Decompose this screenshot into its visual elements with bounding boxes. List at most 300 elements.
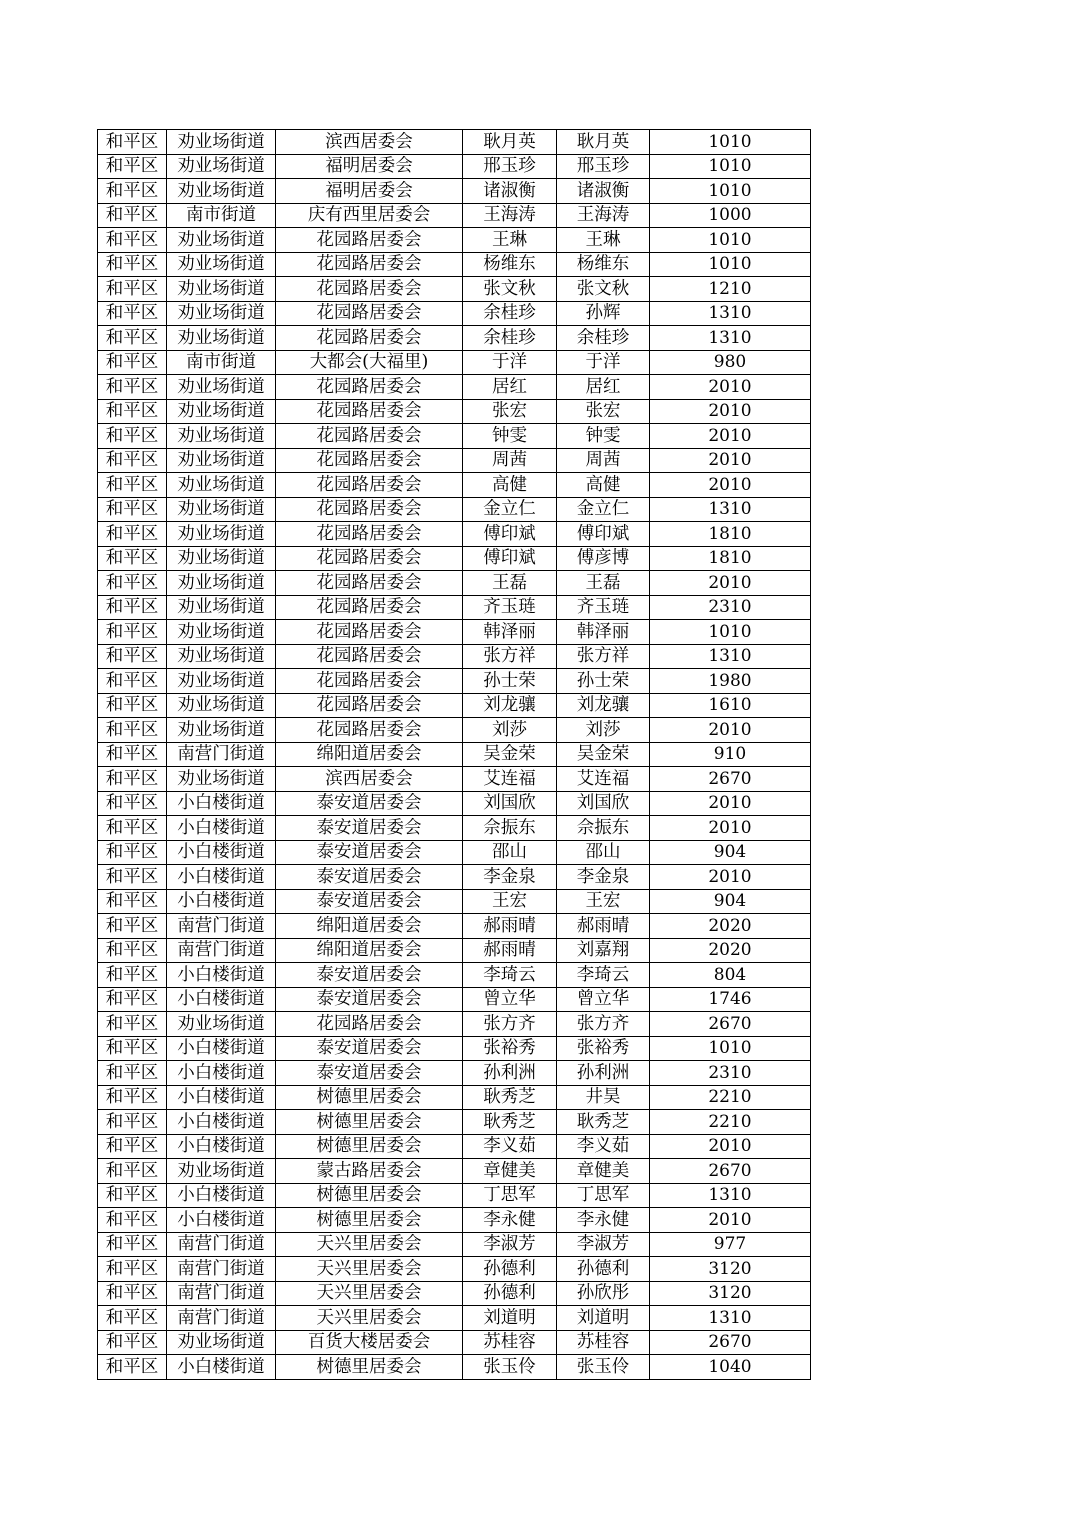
amount-cell: 1310 [650, 1183, 811, 1208]
table-row [98, 718, 811, 743]
table-row [98, 938, 811, 963]
street-cell: 劝业场街道 [167, 718, 276, 743]
committee-cell: 花园路居委会 [276, 644, 463, 669]
committee-cell: 绵阳道居委会 [276, 742, 463, 767]
table-row [98, 914, 811, 939]
amount-cell: 1310 [650, 497, 811, 522]
recipient-cell: 丁思军 [557, 1183, 650, 1208]
name-cell: 郝雨晴 [463, 938, 557, 963]
table-row [98, 1134, 811, 1159]
name-cell: 王海涛 [463, 203, 557, 228]
street-cell: 劝业场街道 [167, 179, 276, 204]
committee-cell: 泰安道居委会 [276, 987, 463, 1012]
amount-cell: 1746 [650, 987, 811, 1012]
committee-cell: 树德里居委会 [276, 1085, 463, 1110]
table-row [98, 473, 811, 498]
committee-cell: 福明居委会 [276, 179, 463, 204]
committee-cell: 花园路居委会 [276, 424, 463, 449]
street-cell: 劝业场街道 [167, 1159, 276, 1184]
committee-cell: 花园路居委会 [276, 693, 463, 718]
table-row [98, 595, 811, 620]
name-cell: 邵山 [463, 840, 557, 865]
committee-cell: 树德里居委会 [276, 1355, 463, 1380]
district-cell: 和平区 [98, 1330, 167, 1355]
name-cell: 郝雨晴 [463, 914, 557, 939]
amount-cell: 904 [650, 840, 811, 865]
district-cell: 和平区 [98, 179, 167, 204]
recipient-cell: 张方齐 [557, 1012, 650, 1037]
district-cell: 和平区 [98, 350, 167, 375]
recipient-cell: 张玉伶 [557, 1355, 650, 1380]
name-cell: 韩泽丽 [463, 620, 557, 645]
table-row [98, 1159, 811, 1184]
name-cell: 曾立华 [463, 987, 557, 1012]
street-cell: 南营门街道 [167, 1232, 276, 1257]
table-row [98, 840, 811, 865]
street-cell: 劝业场街道 [167, 130, 276, 155]
district-cell: 和平区 [98, 816, 167, 841]
street-cell: 劝业场街道 [167, 1012, 276, 1037]
table-row [98, 693, 811, 718]
district-cell: 和平区 [98, 1257, 167, 1282]
table-row [98, 963, 811, 988]
table-row [98, 1355, 811, 1380]
committee-cell: 泰安道居委会 [276, 791, 463, 816]
district-cell: 和平区 [98, 1134, 167, 1159]
name-cell: 张裕秀 [463, 1036, 557, 1061]
recipient-cell: 钟雯 [557, 424, 650, 449]
table-row [98, 571, 811, 596]
recipient-cell: 张裕秀 [557, 1036, 650, 1061]
committee-cell: 树德里居委会 [276, 1183, 463, 1208]
district-cell: 和平区 [98, 914, 167, 939]
recipient-cell: 吴金荣 [557, 742, 650, 767]
street-cell: 小白楼街道 [167, 1134, 276, 1159]
district-cell: 和平区 [98, 1355, 167, 1380]
committee-cell: 泰安道居委会 [276, 816, 463, 841]
street-cell: 劝业场街道 [167, 497, 276, 522]
table-row [98, 620, 811, 645]
street-cell: 劝业场街道 [167, 399, 276, 424]
district-cell: 和平区 [98, 203, 167, 228]
street-cell: 劝业场街道 [167, 546, 276, 571]
table-row [98, 865, 811, 890]
committee-cell: 花园路居委会 [276, 277, 463, 302]
street-cell: 劝业场街道 [167, 277, 276, 302]
district-cell: 和平区 [98, 791, 167, 816]
committee-cell: 庆有西里居委会 [276, 203, 463, 228]
district-cell: 和平区 [98, 718, 167, 743]
district-cell: 和平区 [98, 154, 167, 179]
recipient-cell: 诸淑衡 [557, 179, 650, 204]
table-row [98, 644, 811, 669]
district-cell: 和平区 [98, 130, 167, 155]
committee-cell: 花园路居委会 [276, 522, 463, 547]
committee-cell: 天兴里居委会 [276, 1306, 463, 1331]
amount-cell: 2670 [650, 1159, 811, 1184]
street-cell: 小白楼街道 [167, 1355, 276, 1380]
committee-cell: 泰安道居委会 [276, 889, 463, 914]
name-cell: 高健 [463, 473, 557, 498]
street-cell: 劝业场街道 [167, 252, 276, 277]
committee-cell: 泰安道居委会 [276, 963, 463, 988]
name-cell: 诸淑衡 [463, 179, 557, 204]
name-cell: 张宏 [463, 399, 557, 424]
recipient-cell: 刘嘉翔 [557, 938, 650, 963]
table-row [98, 1085, 811, 1110]
name-cell: 王琳 [463, 228, 557, 253]
district-cell: 和平区 [98, 1281, 167, 1306]
recipient-cell: 郝雨晴 [557, 914, 650, 939]
district-cell: 和平区 [98, 1036, 167, 1061]
amount-cell: 2010 [650, 448, 811, 473]
committee-cell: 花园路居委会 [276, 473, 463, 498]
data-table [97, 129, 811, 1380]
name-cell: 于洋 [463, 350, 557, 375]
amount-cell: 1610 [650, 693, 811, 718]
recipient-cell: 于洋 [557, 350, 650, 375]
district-cell: 和平区 [98, 865, 167, 890]
amount-cell: 910 [650, 742, 811, 767]
amount-cell: 2670 [650, 1330, 811, 1355]
recipient-cell: 傅印斌 [557, 522, 650, 547]
amount-cell: 1010 [650, 1036, 811, 1061]
amount-cell: 1310 [650, 644, 811, 669]
amount-cell: 1010 [650, 252, 811, 277]
recipient-cell: 李琦云 [557, 963, 650, 988]
district-cell: 和平区 [98, 938, 167, 963]
district-cell: 和平区 [98, 571, 167, 596]
street-cell: 劝业场街道 [167, 424, 276, 449]
street-cell: 劝业场街道 [167, 448, 276, 473]
street-cell: 小白楼街道 [167, 1061, 276, 1086]
amount-cell: 2010 [650, 1134, 811, 1159]
amount-cell: 2310 [650, 1061, 811, 1086]
table-row [98, 742, 811, 767]
table-row [98, 375, 811, 400]
table-row [98, 1257, 811, 1282]
recipient-cell: 曾立华 [557, 987, 650, 1012]
recipient-cell: 韩泽丽 [557, 620, 650, 645]
committee-cell: 泰安道居委会 [276, 1036, 463, 1061]
district-cell: 和平区 [98, 742, 167, 767]
amount-cell: 804 [650, 963, 811, 988]
table-row [98, 228, 811, 253]
committee-cell: 天兴里居委会 [276, 1281, 463, 1306]
committee-cell: 树德里居委会 [276, 1208, 463, 1233]
street-cell: 小白楼街道 [167, 1036, 276, 1061]
name-cell: 傅印斌 [463, 522, 557, 547]
district-cell: 和平区 [98, 644, 167, 669]
district-cell: 和平区 [98, 301, 167, 326]
recipient-cell: 李淑芳 [557, 1232, 650, 1257]
district-cell: 和平区 [98, 522, 167, 547]
name-cell: 刘国欣 [463, 791, 557, 816]
street-cell: 劝业场街道 [167, 595, 276, 620]
name-cell: 刘道明 [463, 1306, 557, 1331]
table-row [98, 1036, 811, 1061]
name-cell: 李金泉 [463, 865, 557, 890]
recipient-cell: 孙欣彤 [557, 1281, 650, 1306]
amount-cell: 2010 [650, 571, 811, 596]
table-row [98, 130, 811, 155]
name-cell: 余桂珍 [463, 301, 557, 326]
committee-cell: 泰安道居委会 [276, 865, 463, 890]
street-cell: 劝业场街道 [167, 571, 276, 596]
committee-cell: 花园路居委会 [276, 718, 463, 743]
amount-cell: 2310 [650, 595, 811, 620]
committee-cell: 花园路居委会 [276, 252, 463, 277]
name-cell: 孙德利 [463, 1281, 557, 1306]
committee-cell: 福明居委会 [276, 154, 463, 179]
name-cell: 耿秀芝 [463, 1085, 557, 1110]
street-cell: 劝业场街道 [167, 154, 276, 179]
amount-cell: 2010 [650, 718, 811, 743]
table-row [98, 889, 811, 914]
committee-cell: 花园路居委会 [276, 399, 463, 424]
table-row [98, 1330, 811, 1355]
name-cell: 张文秋 [463, 277, 557, 302]
street-cell: 南营门街道 [167, 1306, 276, 1331]
name-cell: 吴金荣 [463, 742, 557, 767]
recipient-cell: 孙辉 [557, 301, 650, 326]
amount-cell: 977 [650, 1232, 811, 1257]
committee-cell: 花园路居委会 [276, 326, 463, 351]
amount-cell: 2670 [650, 767, 811, 792]
table-row [98, 791, 811, 816]
street-cell: 南营门街道 [167, 914, 276, 939]
district-cell: 和平区 [98, 399, 167, 424]
table-row [98, 326, 811, 351]
district-cell: 和平区 [98, 546, 167, 571]
table-row [98, 154, 811, 179]
street-cell: 劝业场街道 [167, 693, 276, 718]
recipient-cell: 傅彦博 [557, 546, 650, 571]
committee-cell: 花园路居委会 [276, 448, 463, 473]
street-cell: 劝业场街道 [167, 228, 276, 253]
district-cell: 和平区 [98, 1061, 167, 1086]
table-row [98, 301, 811, 326]
recipient-cell: 李金泉 [557, 865, 650, 890]
street-cell: 劝业场街道 [167, 669, 276, 694]
recipient-cell: 邢玉珍 [557, 154, 650, 179]
street-cell: 小白楼街道 [167, 816, 276, 841]
recipient-cell: 井昊 [557, 1085, 650, 1110]
name-cell: 王磊 [463, 571, 557, 596]
committee-cell: 蒙古路居委会 [276, 1159, 463, 1184]
recipient-cell: 邵山 [557, 840, 650, 865]
committee-cell: 泰安道居委会 [276, 1061, 463, 1086]
amount-cell: 1000 [650, 203, 811, 228]
amount-cell: 2010 [650, 791, 811, 816]
amount-cell: 1010 [650, 228, 811, 253]
committee-cell: 花园路居委会 [276, 228, 463, 253]
recipient-cell: 刘龙骧 [557, 693, 650, 718]
table-row [98, 1208, 811, 1233]
street-cell: 劝业场街道 [167, 522, 276, 547]
street-cell: 劝业场街道 [167, 620, 276, 645]
district-cell: 和平区 [98, 669, 167, 694]
name-cell: 耿月英 [463, 130, 557, 155]
table-row [98, 497, 811, 522]
amount-cell: 1210 [650, 277, 811, 302]
street-cell: 劝业场街道 [167, 473, 276, 498]
street-cell: 劝业场街道 [167, 1330, 276, 1355]
name-cell: 邢玉珍 [463, 154, 557, 179]
table-row [98, 987, 811, 1012]
street-cell: 小白楼街道 [167, 1183, 276, 1208]
district-cell: 和平区 [98, 252, 167, 277]
district-cell: 和平区 [98, 375, 167, 400]
committee-cell: 天兴里居委会 [276, 1232, 463, 1257]
name-cell: 孙德利 [463, 1257, 557, 1282]
recipient-cell: 孙士荣 [557, 669, 650, 694]
district-cell: 和平区 [98, 620, 167, 645]
district-cell: 和平区 [98, 840, 167, 865]
table-row [98, 669, 811, 694]
amount-cell: 2010 [650, 399, 811, 424]
table-row [98, 1232, 811, 1257]
amount-cell: 2010 [650, 375, 811, 400]
amount-cell: 3120 [650, 1281, 811, 1306]
street-cell: 劝业场街道 [167, 767, 276, 792]
recipient-cell: 耿月英 [557, 130, 650, 155]
amount-cell: 2010 [650, 424, 811, 449]
district-cell: 和平区 [98, 963, 167, 988]
amount-cell: 1810 [650, 522, 811, 547]
name-cell: 钟雯 [463, 424, 557, 449]
name-cell: 李琦云 [463, 963, 557, 988]
recipient-cell: 苏桂容 [557, 1330, 650, 1355]
table-row [98, 546, 811, 571]
table-row [98, 1061, 811, 1086]
committee-cell: 花园路居委会 [276, 546, 463, 571]
recipient-cell: 章健美 [557, 1159, 650, 1184]
name-cell: 艾连福 [463, 767, 557, 792]
district-cell: 和平区 [98, 767, 167, 792]
committee-cell: 花园路居委会 [276, 1012, 463, 1037]
name-cell: 孙利洲 [463, 1061, 557, 1086]
street-cell: 劝业场街道 [167, 644, 276, 669]
table-row [98, 522, 811, 547]
recipient-cell: 王宏 [557, 889, 650, 914]
table-row [98, 1012, 811, 1037]
table-row [98, 179, 811, 204]
committee-cell: 花园路居委会 [276, 620, 463, 645]
amount-cell: 1980 [650, 669, 811, 694]
street-cell: 南市街道 [167, 203, 276, 228]
district-cell: 和平区 [98, 1306, 167, 1331]
name-cell: 刘莎 [463, 718, 557, 743]
street-cell: 小白楼街道 [167, 865, 276, 890]
district-cell: 和平区 [98, 277, 167, 302]
table-row [98, 448, 811, 473]
recipient-cell: 佘振东 [557, 816, 650, 841]
amount-cell: 1040 [650, 1355, 811, 1380]
street-cell: 劝业场街道 [167, 375, 276, 400]
recipient-cell: 周茜 [557, 448, 650, 473]
recipient-cell: 张文秋 [557, 277, 650, 302]
committee-cell: 滨西居委会 [276, 130, 463, 155]
committee-cell: 绵阳道居委会 [276, 914, 463, 939]
amount-cell: 1310 [650, 1306, 811, 1331]
table-row [98, 816, 811, 841]
amount-cell: 2010 [650, 865, 811, 890]
amount-cell: 2010 [650, 816, 811, 841]
name-cell: 刘龙骧 [463, 693, 557, 718]
recipient-cell: 杨维东 [557, 252, 650, 277]
recipient-cell: 金立仁 [557, 497, 650, 522]
street-cell: 小白楼街道 [167, 963, 276, 988]
district-cell: 和平区 [98, 497, 167, 522]
recipient-cell: 刘国欣 [557, 791, 650, 816]
amount-cell: 2010 [650, 1208, 811, 1233]
street-cell: 小白楼街道 [167, 1208, 276, 1233]
name-cell: 周茜 [463, 448, 557, 473]
recipient-cell: 孙德利 [557, 1257, 650, 1282]
amount-cell: 2670 [650, 1012, 811, 1037]
name-cell: 丁思军 [463, 1183, 557, 1208]
recipient-cell: 刘道明 [557, 1306, 650, 1331]
name-cell: 章健美 [463, 1159, 557, 1184]
district-cell: 和平区 [98, 1085, 167, 1110]
district-cell: 和平区 [98, 1110, 167, 1135]
recipient-cell: 艾连福 [557, 767, 650, 792]
street-cell: 南市街道 [167, 350, 276, 375]
name-cell: 傅印斌 [463, 546, 557, 571]
committee-cell: 大都会(大福里) [276, 350, 463, 375]
name-cell: 李永健 [463, 1208, 557, 1233]
committee-cell: 花园路居委会 [276, 375, 463, 400]
street-cell: 小白楼街道 [167, 840, 276, 865]
table-row [98, 1183, 811, 1208]
table-row [98, 399, 811, 424]
recipient-cell: 刘莎 [557, 718, 650, 743]
name-cell: 余桂珍 [463, 326, 557, 351]
name-cell: 杨维东 [463, 252, 557, 277]
recipient-cell: 王海涛 [557, 203, 650, 228]
recipient-cell: 孙利洲 [557, 1061, 650, 1086]
street-cell: 小白楼街道 [167, 791, 276, 816]
committee-cell: 泰安道居委会 [276, 840, 463, 865]
district-cell: 和平区 [98, 1183, 167, 1208]
committee-cell: 天兴里居委会 [276, 1257, 463, 1282]
recipient-cell: 高健 [557, 473, 650, 498]
committee-cell: 绵阳道居委会 [276, 938, 463, 963]
amount-cell: 1010 [650, 179, 811, 204]
district-cell: 和平区 [98, 1232, 167, 1257]
amount-cell: 2020 [650, 938, 811, 963]
amount-cell: 1010 [650, 130, 811, 155]
committee-cell: 百货大楼居委会 [276, 1330, 463, 1355]
street-cell: 劝业场街道 [167, 326, 276, 351]
recipient-cell: 居红 [557, 375, 650, 400]
district-cell: 和平区 [98, 1208, 167, 1233]
district-cell: 和平区 [98, 326, 167, 351]
amount-cell: 2210 [650, 1110, 811, 1135]
street-cell: 南营门街道 [167, 1257, 276, 1282]
table-row [98, 252, 811, 277]
table-row [98, 1306, 811, 1331]
table-row [98, 350, 811, 375]
name-cell: 居红 [463, 375, 557, 400]
recipient-cell: 余桂珍 [557, 326, 650, 351]
name-cell: 张方祥 [463, 644, 557, 669]
name-cell: 佘振东 [463, 816, 557, 841]
recipient-cell: 李永健 [557, 1208, 650, 1233]
street-cell: 南营门街道 [167, 742, 276, 767]
street-cell: 小白楼街道 [167, 1110, 276, 1135]
